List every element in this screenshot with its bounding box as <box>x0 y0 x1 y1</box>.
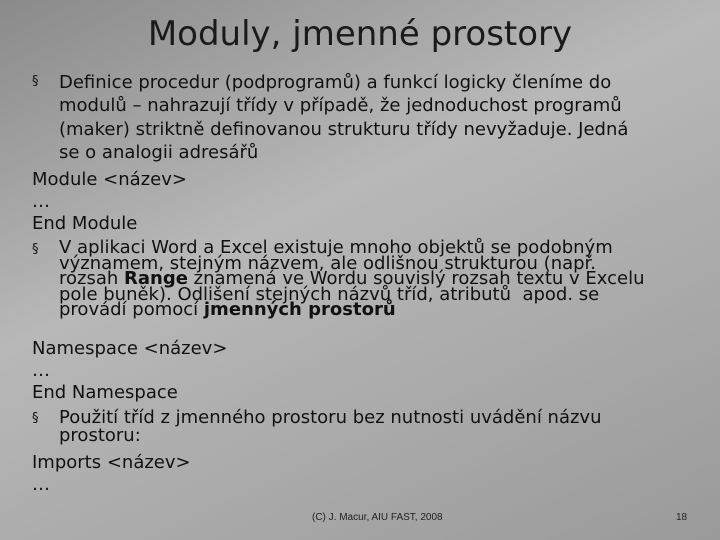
bullet-line: Použití tříd z jmenného prostoru bez nutnosti uvádění názvu <box>59 407 602 428</box>
bullet-line: se o analogii adresářů <box>59 141 259 163</box>
page-number: 18 <box>676 512 688 523</box>
code-line: End Module <box>32 213 138 234</box>
bullet-line: významem, stejným názvem, ale odlišnou strukturou (např. <box>59 252 597 274</box>
bullet-line: rozsah <box>59 268 125 289</box>
keyword-range: Range <box>124 268 188 289</box>
bullet-text <box>59 409 602 445</box>
bullet-line: provádí pomocí <box>59 299 204 320</box>
code-line: Module <název> <box>32 169 187 190</box>
module-block <box>32 169 187 235</box>
code-line: Namespace <název> <box>32 338 228 359</box>
bullet-line: Definice procedur (podprogramů) a funkcí logicky členíme do <box>59 72 612 93</box>
code-line: Imports <název> <box>32 452 191 473</box>
bullet-line: V aplikaci Word a Excel existuje mnoho objektů se podobným <box>59 237 613 258</box>
bullet-text <box>59 237 645 320</box>
imports-block <box>32 452 191 496</box>
slide-title: Moduly, jmenné prostory <box>147 14 573 54</box>
code-line: … <box>32 474 50 495</box>
bullet-mark: § <box>32 242 39 257</box>
code-line: … <box>32 360 50 381</box>
footer-credit: (C) J. Macur, AIU FAST, 2008 <box>312 512 443 523</box>
bullet-text <box>59 71 628 164</box>
code-line: … <box>32 191 50 212</box>
bullet-mark: § <box>32 74 39 89</box>
bullet-line: pole buněk). Odlišení stejných názvů tříd, atributů apod. se <box>59 283 600 305</box>
bullet-mark: § <box>32 411 39 426</box>
bullet-line: modulů – nahrazují třídy v případě, že jednoduchost programů <box>59 95 622 117</box>
bullet-line: prostoru: <box>59 425 141 446</box>
namespace-block <box>32 338 227 404</box>
bullet-line: znamená ve Wordu souvislý rozsah textu v Excelu <box>187 268 645 289</box>
code-line: End Namespace <box>32 382 178 403</box>
keyword-namespaces: jmenných prostorů <box>203 299 396 320</box>
bullet-line: (maker) striktně definovanou strukturu třídy nevyžaduje. Jedná <box>59 118 629 140</box>
